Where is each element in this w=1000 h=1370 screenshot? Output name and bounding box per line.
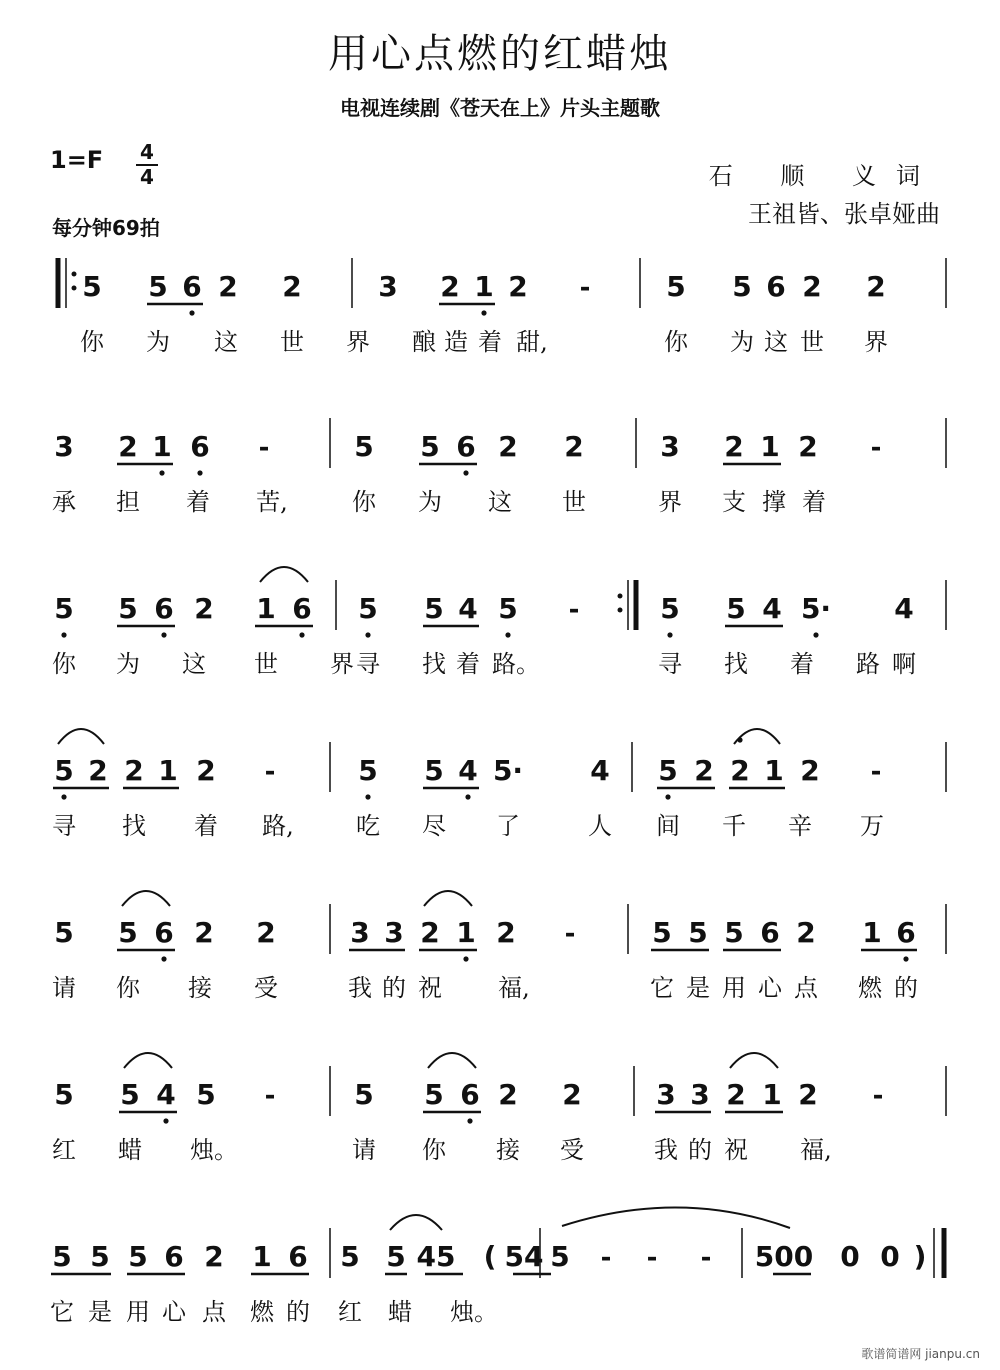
lyric-character: 请: [52, 974, 76, 1002]
note: 5: [54, 916, 74, 949]
note: 500: [754, 1240, 814, 1273]
repeat-dot: [72, 286, 77, 291]
note: 5: [354, 1078, 374, 1111]
note: 2: [498, 1078, 518, 1111]
lyric-character: 点: [202, 1298, 226, 1326]
lyric-character: 尽: [422, 812, 446, 840]
note: 0: [840, 1240, 860, 1273]
tie-slur: [428, 1053, 476, 1068]
composer-credit: 王祖皆、张卓娅曲: [748, 200, 940, 228]
lyric-character: 的: [894, 974, 918, 1002]
note-sustain-dash: -: [264, 757, 276, 787]
note: 5: [424, 1078, 444, 1111]
lyric-character: 着: [456, 650, 480, 678]
lyric-character: 用: [722, 974, 746, 1002]
tempo-marking: 每分钟69拍: [52, 216, 160, 240]
lyric-character: 世: [800, 328, 824, 356]
low-octave-dot: [197, 470, 202, 475]
lyric-character: 甜,: [516, 328, 548, 356]
note: 6: [288, 1240, 308, 1273]
note: 6: [766, 270, 786, 303]
song-subtitle: 电视连续剧《苍天在上》片头主题歌: [340, 96, 660, 120]
lyric-character: 请: [352, 1136, 376, 1164]
note: 3: [690, 1078, 710, 1111]
lyric-character: 间: [656, 812, 680, 840]
watermark: 歌谱简谱网 jianpu.cn: [861, 1347, 980, 1361]
note: 4: [156, 1078, 176, 1111]
note: 2: [256, 916, 276, 949]
note: 3: [54, 430, 74, 463]
lyric-character: 苦,: [256, 488, 288, 516]
lyric-character: 的: [286, 1298, 310, 1326]
note: 5: [724, 916, 744, 949]
note: 2: [498, 430, 518, 463]
lyric-character: 界: [658, 488, 682, 516]
note: 1: [256, 592, 276, 625]
note: 5: [54, 754, 74, 787]
lyric-character: 界: [330, 650, 354, 678]
lyric-character: 你: [422, 1136, 446, 1164]
note: 1: [474, 270, 494, 303]
note: 1: [862, 916, 882, 949]
lyric-character: 蜡: [388, 1298, 412, 1326]
lyric-character: 造: [444, 328, 468, 356]
lyricist-credit: 石 顺 义词: [708, 162, 940, 190]
note: 4: [458, 754, 478, 787]
note: 5: [498, 592, 518, 625]
lyric-character: 这: [182, 650, 206, 678]
low-octave-dot: [667, 632, 672, 637]
note: 3: [660, 430, 680, 463]
note-sustain-dash: -: [264, 1081, 276, 1111]
lyric-character: 世: [254, 650, 278, 678]
lyric-character: 为: [146, 328, 170, 356]
low-octave-dot: [465, 794, 470, 799]
note: 1: [158, 754, 178, 787]
lyric-character: 担: [116, 488, 140, 516]
low-octave-dot: [61, 794, 66, 799]
lyric-character: 这: [214, 328, 238, 356]
low-octave-dot: [467, 1118, 472, 1123]
note: 2: [118, 430, 138, 463]
note: 5: [118, 592, 138, 625]
lyric-character: 红: [52, 1136, 76, 1164]
note: 5: [358, 592, 378, 625]
note: 2: [204, 1240, 224, 1273]
note: 4: [458, 592, 478, 625]
note: 2: [282, 270, 302, 303]
tie-slur: [58, 729, 104, 744]
note: 1: [760, 430, 780, 463]
note: 2: [196, 754, 216, 787]
lyric-character: 你: [116, 974, 140, 1002]
note: 2: [796, 916, 816, 949]
lyric-character: 它: [50, 1298, 74, 1326]
note-sustain-dash: -: [579, 273, 591, 303]
note: 4: [590, 754, 610, 787]
lyric-character: 这: [488, 488, 512, 516]
lyric-character: 人: [588, 812, 612, 840]
low-octave-dot: [61, 632, 66, 637]
note: 5: [732, 270, 752, 303]
lyric-character: 吃: [356, 812, 380, 840]
lyric-character: 了: [496, 812, 520, 840]
note: 5: [354, 430, 374, 463]
note: 2: [496, 916, 516, 949]
note: 2: [726, 1078, 746, 1111]
lyric-character: 寻: [356, 650, 380, 678]
note: 3: [378, 270, 398, 303]
note-sustain-dash: -: [870, 433, 882, 463]
note: 3: [384, 916, 404, 949]
low-octave-dot: [161, 632, 166, 637]
note: 6: [460, 1078, 480, 1111]
lyric-character: 这: [764, 328, 788, 356]
lyric-character: 是: [686, 974, 710, 1002]
low-octave-dot: [903, 956, 908, 961]
note: 5: [424, 592, 444, 625]
lyric-character: 辛: [788, 812, 812, 840]
lyric-character: 的: [382, 974, 406, 1002]
note: 5: [54, 1078, 74, 1111]
tie-slur: [390, 1215, 442, 1230]
note: 2: [694, 754, 714, 787]
note: 2: [724, 430, 744, 463]
note: 5: [54, 592, 74, 625]
note: 2: [562, 1078, 582, 1111]
note: 5: [148, 270, 168, 303]
lyric-character: 万: [860, 812, 884, 840]
lyric-character: 你: [52, 650, 76, 678]
tie-slur: [424, 891, 472, 906]
note: 6: [154, 592, 174, 625]
note: 6: [456, 430, 476, 463]
lyric-character: 世: [562, 488, 586, 516]
note: 5: [52, 1240, 72, 1273]
lyric-character: 你: [352, 488, 376, 516]
note: 2: [802, 270, 822, 303]
time-signature-top: 4: [140, 140, 154, 164]
lyric-character: 着: [802, 488, 826, 516]
song-title: 用心点燃的红蜡烛: [328, 31, 672, 77]
lyric-character: 为: [116, 650, 140, 678]
lyric-character: 心: [162, 1298, 186, 1326]
note: 3: [350, 916, 370, 949]
phrase-slur: [562, 1207, 790, 1228]
note: 2: [218, 270, 238, 303]
lyric-character: 着: [478, 328, 502, 356]
lyric-character: 路: [856, 650, 880, 678]
lyric-character: 路。: [492, 650, 540, 678]
low-octave-dot: [189, 310, 194, 315]
note: 2: [564, 430, 584, 463]
note: 6: [760, 916, 780, 949]
lyric-character: 受: [560, 1136, 584, 1164]
lyric-character: 我: [348, 974, 372, 1002]
low-octave-dot: [365, 632, 370, 637]
lyric-character: 接: [496, 1136, 520, 1164]
note: 1: [762, 1078, 782, 1111]
key-signature: 1=F: [50, 146, 104, 174]
lyric-character: 界: [346, 328, 370, 356]
note: (: [483, 1240, 497, 1273]
note: 2: [194, 916, 214, 949]
note-sustain-dash: -: [870, 757, 882, 787]
lyric-character: 着: [194, 812, 218, 840]
note-sustain-dash: -: [872, 1081, 884, 1111]
note: 4: [894, 592, 914, 625]
repeat-dot: [618, 594, 623, 599]
lyric-character: 寻: [658, 650, 682, 678]
note: 2: [88, 754, 108, 787]
note: 6: [182, 270, 202, 303]
note: 5: [420, 430, 440, 463]
note: 5: [658, 754, 678, 787]
note: 6: [292, 592, 312, 625]
note-sustain-dash: -: [646, 1243, 658, 1273]
low-octave-dot: [365, 794, 370, 799]
lyric-character: 界: [864, 328, 888, 356]
lyric-character: 祝: [724, 1136, 748, 1164]
note-sustain-dash: -: [600, 1243, 612, 1273]
note: 5: [128, 1240, 148, 1273]
lyric-character: 燃: [858, 974, 882, 1002]
note: 5: [726, 592, 746, 625]
note: 6: [154, 916, 174, 949]
lyric-character: 撑: [762, 488, 786, 516]
lyric-character: 接: [188, 974, 212, 1002]
lyric-character: 福,: [800, 1136, 832, 1164]
lyric-character: 着: [186, 488, 210, 516]
lyric-character: 千: [722, 812, 746, 840]
note: 5: [386, 1240, 406, 1273]
repeat-dot: [72, 272, 77, 277]
note: 2: [866, 270, 886, 303]
lyric-character: 你: [664, 328, 688, 356]
low-octave-dot: [463, 470, 468, 475]
lyric-character: 的: [688, 1136, 712, 1164]
note: 2: [508, 270, 528, 303]
lyric-character: 它: [650, 974, 674, 1002]
lyric-character: 烛。: [190, 1136, 238, 1164]
note: 5: [196, 1078, 216, 1111]
note: 4: [762, 592, 782, 625]
lyric-character: 用: [126, 1298, 150, 1326]
repeat-dot: [618, 608, 623, 613]
lyric-character: 你: [80, 328, 104, 356]
note: 6: [896, 916, 916, 949]
note: 0: [880, 1240, 900, 1273]
note: 6: [190, 430, 210, 463]
note: ): [913, 1240, 927, 1273]
note: 5: [660, 592, 680, 625]
note-sustain-dash: -: [564, 919, 576, 949]
note: 2: [194, 592, 214, 625]
tie-slur: [124, 1053, 172, 1068]
time-signature-bottom: 4: [140, 165, 154, 189]
lyric-character: 找: [122, 812, 146, 840]
note: 5: [120, 1078, 140, 1111]
note: 45: [416, 1240, 456, 1273]
lyric-character: 找: [724, 650, 748, 678]
lyric-character: 承: [52, 488, 76, 516]
note: 1: [456, 916, 476, 949]
lyric-character: 着: [790, 650, 814, 678]
note: 1: [764, 754, 784, 787]
note-sustain-dash: -: [700, 1243, 712, 1273]
low-octave-dot: [665, 794, 670, 799]
note-sustain-dash: -: [258, 433, 270, 463]
note: 5: [424, 754, 444, 787]
note: 5: [82, 270, 102, 303]
note: 2: [440, 270, 460, 303]
note: 5: [688, 916, 708, 949]
lyric-character: 点: [794, 974, 818, 1002]
lyric-character: 红: [338, 1298, 362, 1326]
low-octave-dot: [159, 470, 164, 475]
lyric-character: 受: [254, 974, 278, 1002]
note: 5: [666, 270, 686, 303]
note: 5: [652, 916, 672, 949]
note: 2: [420, 916, 440, 949]
lyric-character: 啊: [892, 650, 916, 678]
low-octave-dot: [161, 956, 166, 961]
note: 5: [550, 1240, 570, 1273]
note: 2: [730, 754, 750, 787]
lyric-character: 世: [280, 328, 304, 356]
note: 5·: [492, 754, 524, 787]
lyric-character: 是: [88, 1298, 112, 1326]
low-octave-dot: [505, 632, 510, 637]
lyric-character: 支: [722, 488, 746, 516]
note: 2: [798, 430, 818, 463]
note: 54: [504, 1240, 544, 1273]
note: 5: [90, 1240, 110, 1273]
lyric-character: 为: [418, 488, 442, 516]
note: 5: [118, 916, 138, 949]
low-octave-dot: [163, 1118, 168, 1123]
tie-slur: [260, 567, 308, 582]
tie-slur: [730, 1053, 778, 1068]
note: 6: [164, 1240, 184, 1273]
tie-slur: [122, 891, 170, 906]
note: 3: [656, 1078, 676, 1111]
lyric-character: 福,: [498, 974, 530, 1002]
note: 1: [152, 430, 172, 463]
note: 2: [798, 1078, 818, 1111]
note: 2: [124, 754, 144, 787]
low-octave-dot: [463, 956, 468, 961]
lyric-character: 心: [758, 974, 782, 1002]
low-octave-dot: [481, 310, 486, 315]
lyric-character: 路,: [262, 812, 294, 840]
note: 5: [340, 1240, 360, 1273]
note: 5: [358, 754, 378, 787]
note: 2: [800, 754, 820, 787]
note: 5·: [800, 592, 832, 625]
lyric-character: 我: [654, 1136, 678, 1164]
lyric-character: 为: [730, 328, 754, 356]
lyric-character: 找: [422, 650, 446, 678]
lyric-character: 烛。: [450, 1298, 498, 1326]
lyric-character: 燃: [250, 1298, 274, 1326]
note: 1: [252, 1240, 272, 1273]
note-sustain-dash: -: [568, 595, 580, 625]
lyric-character: 蜡: [118, 1136, 142, 1164]
low-octave-dot: [299, 632, 304, 637]
low-octave-dot: [813, 632, 818, 637]
lyric-character: 酿: [412, 328, 436, 356]
lyric-character: 祝: [418, 974, 442, 1002]
lyric-character: 寻: [52, 812, 76, 840]
